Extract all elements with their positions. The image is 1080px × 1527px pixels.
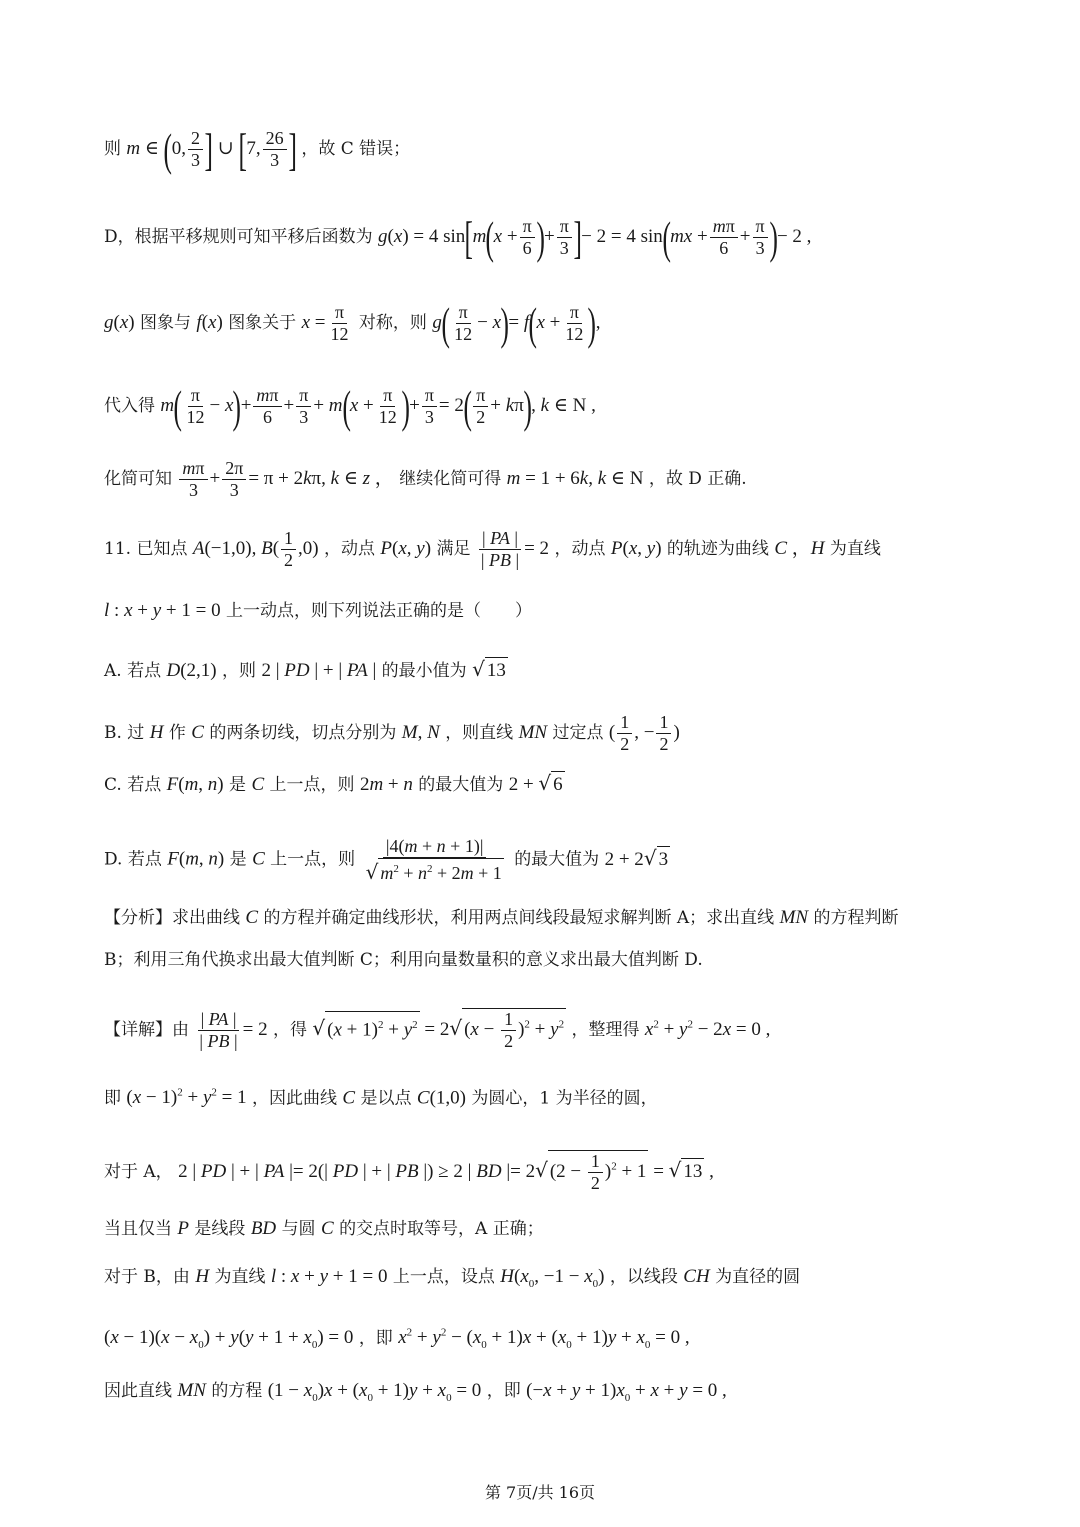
question-11-line-1: 11. 已知点 A(−1,0), B( $\frac{1}{2}$ ,0) ，动点 P(x, y) 满足 $\frac{| PA |}{| PB |}$ = 2 ，动点 P(x, y) 的轨迹为曲线 C ，H 为直线: [104, 528, 881, 570]
text: 因此直线: [104, 1381, 172, 1401]
text: 是线段: [194, 1219, 246, 1239]
text: 则: [104, 139, 121, 159]
text: 为直线: [829, 539, 881, 559]
detail-line-3: 对于 A， 2 | PD | + | PA |= 2(| PD | + | PB |) ≥ 2 | BD |= 2√ (2 − $\frac{1}{2}$ )$^2$ + 1 = √ 13 ,: [104, 1151, 714, 1193]
detail-line-6: $(x - 1)(x - x_0) + y(y + 1 + x_0) = 0$ ，即 $x^2 + y^2 - (x_0 + 1)x + (x_0 + 1)y + x_0 = 0$ ,: [104, 1327, 690, 1352]
text: 为圆心，1 为半径的圆，: [471, 1088, 658, 1109]
text-line-2: D，根据平移规则可知平移后函数为 g(x) = 4 sin[m(x + $\frac{\pi}{6}$ )+ $\frac{\pi}{3}$ ]− 2 = 4 sin(mx + $\frac{m\pi}{6}$ + $\frac{\pi}{3}$ )− 2 ,: [104, 211, 812, 263]
text: 与圆: [281, 1219, 316, 1239]
text: 的方程判断: [813, 908, 899, 928]
option-d: D. 若点 F(m, n) 是 C 上一点，则 $\frac{|4(m + n + 1)|}{√ m^2 + n^2 + 2m + 1}$ 的最大值为 2 + 2√ 3: [104, 836, 669, 884]
text: 当且仅当: [104, 1219, 172, 1239]
detail-line-2: 即 $(x - 1)^2 + y^2 = 1$ ，因此曲线 C 是以点 C(1,0) 为圆心，1 为半径的圆，: [104, 1087, 658, 1109]
text: 的两条切线，切点分别为: [209, 723, 397, 743]
text: 上一点，设点: [392, 1267, 495, 1287]
text: 继续化简可得: [399, 469, 502, 489]
text: 图象关于: [228, 313, 297, 333]
text: 为直径的圆: [715, 1267, 801, 1287]
text: ，故 C 错误；: [301, 139, 411, 159]
text: 【详解】由: [104, 1019, 189, 1040]
detail-line-1: 【详解】由 $\frac{| PA |}{| PB |}$ = 2 ，得 √ $(x + 1)^2 + y^2 = 2√$ (x − $\frac{1}{2}$ )$^2 + y^2$ ，整理得 $x^2 + y^2 - 2x = 0$ ,: [104, 1008, 771, 1051]
text: 是: [229, 775, 247, 795]
text: ，则直线: [445, 723, 514, 743]
text: ，以线段: [609, 1267, 678, 1287]
text: B. 过: [104, 723, 145, 743]
option-b: B. 过 H 作 C 的两条切线，切点分别为 M, N ，则直线 MN 过定点 ( $\frac{1}{2}$ , − $\frac{1}{2}$ ): [104, 712, 680, 754]
text-line-5: 化简可知 $\frac{m\pi}{3}$ + $\frac{2\pi}{3}$ = π + 2kπ, k ∈ z ， 继续化简可得 m = 1 + 6k, k ∈ N ，故 D 正确.: [104, 458, 747, 500]
text: A. 若点: [104, 661, 162, 681]
text: ，动点: [324, 539, 376, 559]
text: 对于 B，由: [104, 1267, 190, 1287]
detail-line-7: 因此直线 MN 的方程 $(1 - x_0)x + (x_0 + 1)y + x_0 = 0$ ，即 $(-x + y + 1)x_0 + x + y = 0$ ,: [104, 1380, 727, 1404]
text: ，故 D 正确.: [648, 469, 747, 489]
text: ，则: [222, 661, 257, 681]
text: 代入得: [104, 396, 155, 416]
text: ，因此曲线: [252, 1088, 337, 1109]
text: 的最小值为: [381, 661, 467, 681]
text: 的方程: [211, 1381, 263, 1401]
text: 求出曲线: [172, 908, 240, 928]
text: 为直线: [214, 1267, 266, 1287]
text: ，即: [358, 1328, 393, 1349]
text: 图象与: [140, 313, 191, 333]
text-line-3: g(x) 图象与 f(x) 图象关于 x = $\frac{\pi}{12}$ 对称，则 g( $\frac{\pi}{12}$ − x)= f(x + $\frac{\pi}{12}$ ),: [104, 297, 601, 349]
analysis-line-1: 【分析】求出曲线 C 的方程并确定曲线形状，利用两点间线段最短求解判断 A；求出直线 MN 的方程判断: [104, 907, 899, 928]
text: 上一点，则: [270, 849, 356, 870]
question-11-line-2: l : x + y + 1 = 0 上一动点，则下列说法正确的是（ ）: [104, 600, 532, 621]
text: 过定点: [552, 723, 604, 743]
text: D，根据平移规则可知平移后函数为: [104, 227, 373, 247]
detail-line-4: 当且仅当 P 是线段 BD 与圆 C 的交点时取等号，A 正确；: [104, 1218, 544, 1239]
option-c: C. 若点 F(m, n) 是 C 上一点，则 2m + n 的最大值为 2 + √ 6: [104, 770, 1020, 798]
text: 满足: [436, 539, 471, 559]
text: 的方程并确定曲线形状，利用两点间线段最短求解判断 A；求出直线: [263, 908, 775, 928]
analysis-line-2: [104, 947, 1020, 973]
text: 作: [168, 723, 186, 743]
text: 即: [104, 1088, 121, 1109]
text-line-1: 则 m ∈ (0, $\frac{2}{3}$ ] ∪ [7, $\frac{26}{3}$ ] ，故 C 错误；: [104, 123, 411, 175]
text: 上一点，则: [269, 775, 355, 795]
detail-line-5: 对于 B，由 H 为直线 l : x + y + 1 = 0 上一点，设点 $H(x_0$, $-1 - x_0$) ，以线段 CH 为直径的圆: [104, 1266, 801, 1290]
text: ，整理得: [571, 1019, 640, 1040]
text-line-4: 代入得 m( $\frac{\pi}{12}$ − x)+ $\frac{m\pi}{6}$ + $\frac{\pi}{3}$ + m(x + $\frac{\pi}{12}$ )+ $\frac{\pi}{3}$ = 2( $\frac{\pi}{2}$ + kπ), k ∈ N ,: [104, 380, 596, 432]
text: 【分析】: [104, 908, 172, 928]
text: C. 若点: [104, 775, 162, 795]
text: B；利用三角代换求出最大值判断 C；利用向量数量积的意义求出最大值判断 D.: [104, 950, 703, 970]
text: 是以点: [360, 1088, 412, 1109]
text: ，即: [486, 1381, 521, 1401]
text: D. 若点: [104, 849, 162, 870]
text: 的最大值为: [514, 849, 600, 870]
text: 的最大值为: [418, 775, 504, 795]
text: 是: [229, 849, 247, 870]
text: 上一动点，则下列说法正确的是（ ）: [226, 601, 532, 621]
option-a: A. 若点 D(2,1) ，则 2 | PD | + | PA | 的最小值为 √ 13: [104, 656, 1020, 684]
text: ，得: [273, 1019, 307, 1040]
text: 对称，则: [358, 313, 427, 333]
page-footer: 第 7页/共 16页: [484, 1483, 596, 1502]
text: 的交点时取等号，A 正确；: [339, 1219, 544, 1239]
text: 11. 已知点: [104, 539, 188, 559]
text: ，动点: [554, 539, 606, 559]
text: 对于 A，: [104, 1161, 173, 1182]
text: 化简可知: [104, 469, 172, 489]
text: 的轨迹为曲线: [666, 539, 769, 559]
